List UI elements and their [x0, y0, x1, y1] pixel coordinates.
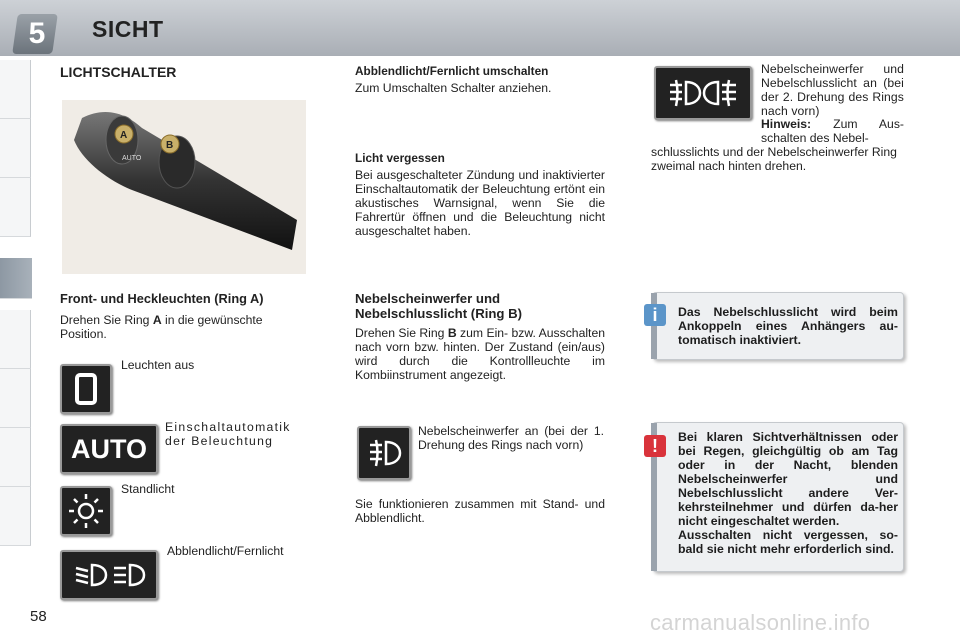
- warning-note-text-1: Bei klaren Sichtverhältnissen oder bei Regen, gleichgültig ob am Tag oder in der Nacht, blenden Nebelscheinwerfer und Nebelschlusslicht andere Ver-kehrsteilnehmer und dürfen da-her nicht eingeschaltet werden.: [678, 430, 898, 528]
- chapter-tab-6[interactable]: [0, 310, 31, 369]
- forget-lights-text: Bei ausgeschalteter Zündung und inaktivierter Einschaltautomatik der Beleuchtung ertönt ein akustisches Warnsignal, wenn Sie die Fahrertür öffnen und die Beleuchtung nicht ausgeschaltet haben.: [355, 168, 605, 238]
- ring-a-bold: A: [152, 313, 162, 327]
- fog-both-text: Nebelscheinwerfer und Nebelschlusslicht an (bei der 2. Drehung des Rings nach vorn): [761, 62, 904, 118]
- page-title: SICHT: [92, 16, 164, 42]
- auto-icon: [60, 424, 158, 474]
- chapter-tab-8[interactable]: [0, 428, 31, 487]
- front-and-rear-fog-icon: [654, 66, 752, 120]
- hint-text-a-body: Zum Aus-schalten des Nebel-: [761, 117, 904, 145]
- fog-bold: B: [447, 326, 457, 340]
- dipped-main-beam-icon: [60, 550, 158, 600]
- warning-icon: !: [644, 435, 666, 457]
- fog-heading: Nebelscheinwerfer und Nebelschlusslicht (Ring B): [355, 291, 523, 321]
- ring-a-text-post: in die gewünschte Position.: [60, 313, 263, 341]
- stalk-auto-marking: AUTO: [122, 155, 142, 162]
- forget-lights-heading: Licht vergessen: [355, 151, 445, 165]
- auto-icon-text: AUTO: [70, 434, 147, 464]
- section-heading-lichtschalter: LICHTSCHALTER: [60, 64, 177, 80]
- switch-beam-text: Zum Umschalten Schalter anziehen.: [355, 81, 552, 95]
- ring-a-marker: A: [120, 130, 128, 141]
- chapter-tab-2[interactable]: [0, 119, 31, 178]
- light-switch-illustration: [62, 100, 306, 274]
- off-0-icon: [60, 364, 112, 414]
- info-note-bar: [651, 293, 657, 359]
- item-label-sidelight: Standlicht: [121, 482, 175, 496]
- hint-text-a: [761, 117, 904, 145]
- warning-note-text-2: Ausschalten nicht vergessen, so-bald sie nicht mehr erforderlich sind.: [678, 528, 898, 556]
- item-label-off: Leuchten aus: [121, 358, 195, 372]
- info-note-text: Das Nebelschlusslicht wird beim Ankoppeln eines Anhängers au-tomatisch inaktiviert.: [678, 305, 898, 347]
- light-switch-photo: [62, 100, 306, 274]
- chapter-number: 5: [28, 17, 46, 50]
- hint-text-b: schlusslichts und der Nebelscheinwerfer Ring zweimal nach hinten drehen.: [651, 145, 897, 173]
- item-label-auto: Einschaltautomatik der Beleuchtung: [165, 420, 291, 448]
- fog-combined-text: Sie funktionieren zusammen mit Stand- und Abblendlicht.: [355, 497, 605, 525]
- fog-text-pre: Drehen Sie Ring: [355, 326, 448, 340]
- chapter-tab-9[interactable]: [0, 487, 31, 546]
- switch-beam-heading: Abblendlicht/Fernlicht umschalten: [355, 64, 549, 78]
- sidelight-icon: [60, 486, 112, 536]
- chapter-tab-3[interactable]: [0, 178, 31, 237]
- front-fog-icon: [357, 426, 411, 480]
- ring-a-text-pre: Drehen Sie Ring: [60, 313, 153, 327]
- item-label-dipped-main: Abblendlicht/Fernlicht: [167, 544, 284, 558]
- page-number: 58: [30, 608, 47, 625]
- ring-a-heading: Front- und Heckleuchten (Ring A): [60, 291, 264, 306]
- chapter-tab-5-active[interactable]: [0, 258, 32, 299]
- chapter-tab-7[interactable]: [0, 369, 31, 428]
- watermark: carmanualsonline.info: [650, 610, 871, 635]
- ring-a-instruction: [60, 313, 310, 341]
- front-fog-text: Nebelscheinwerfer an (bei der 1. Drehung des Rings nach vorn): [418, 424, 604, 452]
- fog-instruction: [355, 326, 605, 382]
- fog-text-post: zum Ein- bzw. Ausschalten nach vorn bzw. hinten. Der Zustand (ein/aus) wird durch die Kontrollleuchte im Kombiinstrument angezeigt.: [355, 326, 605, 382]
- info-icon: i: [644, 304, 666, 326]
- ring-b-marker: B: [166, 140, 174, 151]
- chapter-tab-1[interactable]: [0, 60, 31, 119]
- chapter-tabs: [0, 60, 32, 580]
- hint-label: Hinweis:: [761, 117, 812, 131]
